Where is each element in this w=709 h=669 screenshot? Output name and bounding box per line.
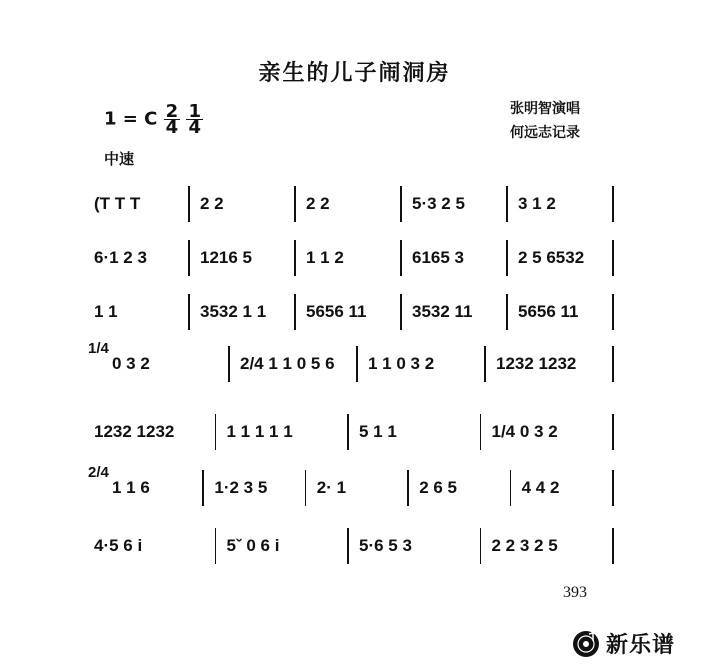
bar-line [612,414,614,450]
bar-line [356,346,358,382]
bar-line [480,528,482,564]
measure: 2 2 [200,194,224,213]
measure: 2 6 5 [419,478,457,497]
bar-line [188,186,190,222]
measure: 6165 3 [412,248,464,267]
measure: 1/4 0 3 2 [491,422,558,441]
measure: 4 4 2 [521,478,560,497]
bar-line [612,294,614,330]
score-system [84,186,614,222]
bar-line [400,240,402,276]
meter-2-numerator: 1 [188,101,201,122]
meter-1-denominator: 4 [165,117,179,138]
bar-line [506,240,508,276]
bar-line [294,240,296,276]
bar-line [612,470,614,506]
meter-1 [164,101,181,138]
page-number: 393 [563,584,587,601]
measure: 5·6 5 3 [359,536,412,555]
measure: 1232 1232 [94,422,175,441]
score-system [84,340,614,382]
watermark-logo [572,628,675,659]
measure: 1 1 6 [112,478,150,497]
time-signature: 1/4 [88,340,109,357]
measure: 3532 11 [412,302,473,321]
key-label: 1 = C [104,108,158,130]
meter-2-denominator: 4 [188,117,201,138]
score-system [84,528,614,564]
measure: 1 1 [94,302,118,321]
bar-line [188,240,190,276]
recorder-credit: 何远志记录 [510,125,580,141]
measure: 0 3 2 [112,354,150,373]
bar-line [612,346,614,382]
measure: 5 1 1 [359,422,397,441]
bar-line [347,528,349,564]
bar-line [612,528,614,564]
bar-line [294,186,296,222]
bar-line [400,294,402,330]
bar-line [347,414,349,450]
score-system [84,294,614,330]
measure: 6·1 2 3 [94,248,147,267]
measure: 1232 1232 [496,354,577,373]
measure: 5656 11 [518,302,579,321]
key-signature [104,101,203,138]
measure: 2 5 6532 [518,248,585,267]
score-system [84,464,614,506]
bar-line [228,346,230,382]
measure: 2· 1 [316,478,347,497]
measure: 2/4 1 1 0 5 6 [240,354,335,373]
time-signature: 2/4 [88,464,109,481]
measure: 3 1 2 [518,194,556,213]
measure: 5·3 2 5 [412,194,465,213]
music-disc-icon [572,630,600,658]
bar-line [407,470,409,506]
score-system [84,240,614,276]
bar-line [400,186,402,222]
measure: 2 2 3 2 5 [491,536,558,555]
meter-2 [186,101,203,138]
bar-line [202,470,204,506]
page-title: 亲生的儿子闹洞房 [258,61,451,86]
measure: 3532 1 1 [200,302,267,321]
measure: 4·5 6 i [94,536,143,555]
measure: 1·2 3 5 [214,478,268,497]
measure: 1 1 0 3 2 [368,354,435,373]
bar-line [506,294,508,330]
bar-line [484,346,486,382]
measure: 1216 5 [200,248,252,267]
singer-credit: 张明智演唱 [510,101,580,117]
bar-line [215,414,217,450]
bar-line [188,294,190,330]
score-system [84,414,614,450]
measure: (T T T [94,194,141,213]
bar-line [480,414,482,450]
measure: 1 1 1 1 1 [226,422,293,441]
measure: 5ˇ 0 6 i [226,536,280,555]
bar-line [294,294,296,330]
bar-line [305,470,307,506]
meter-1-numerator: 2 [165,101,179,122]
watermark-text: 新乐谱 [606,633,676,658]
bar-line [612,240,614,276]
bar-line [215,528,217,564]
measure: 2 2 [306,194,330,213]
bar-line [506,186,508,222]
measure: 1 1 2 [306,248,344,267]
bar-line [612,186,614,222]
tempo-marking: 中速 [104,150,135,168]
measure: 5656 11 [306,302,367,321]
bar-line [510,470,512,506]
